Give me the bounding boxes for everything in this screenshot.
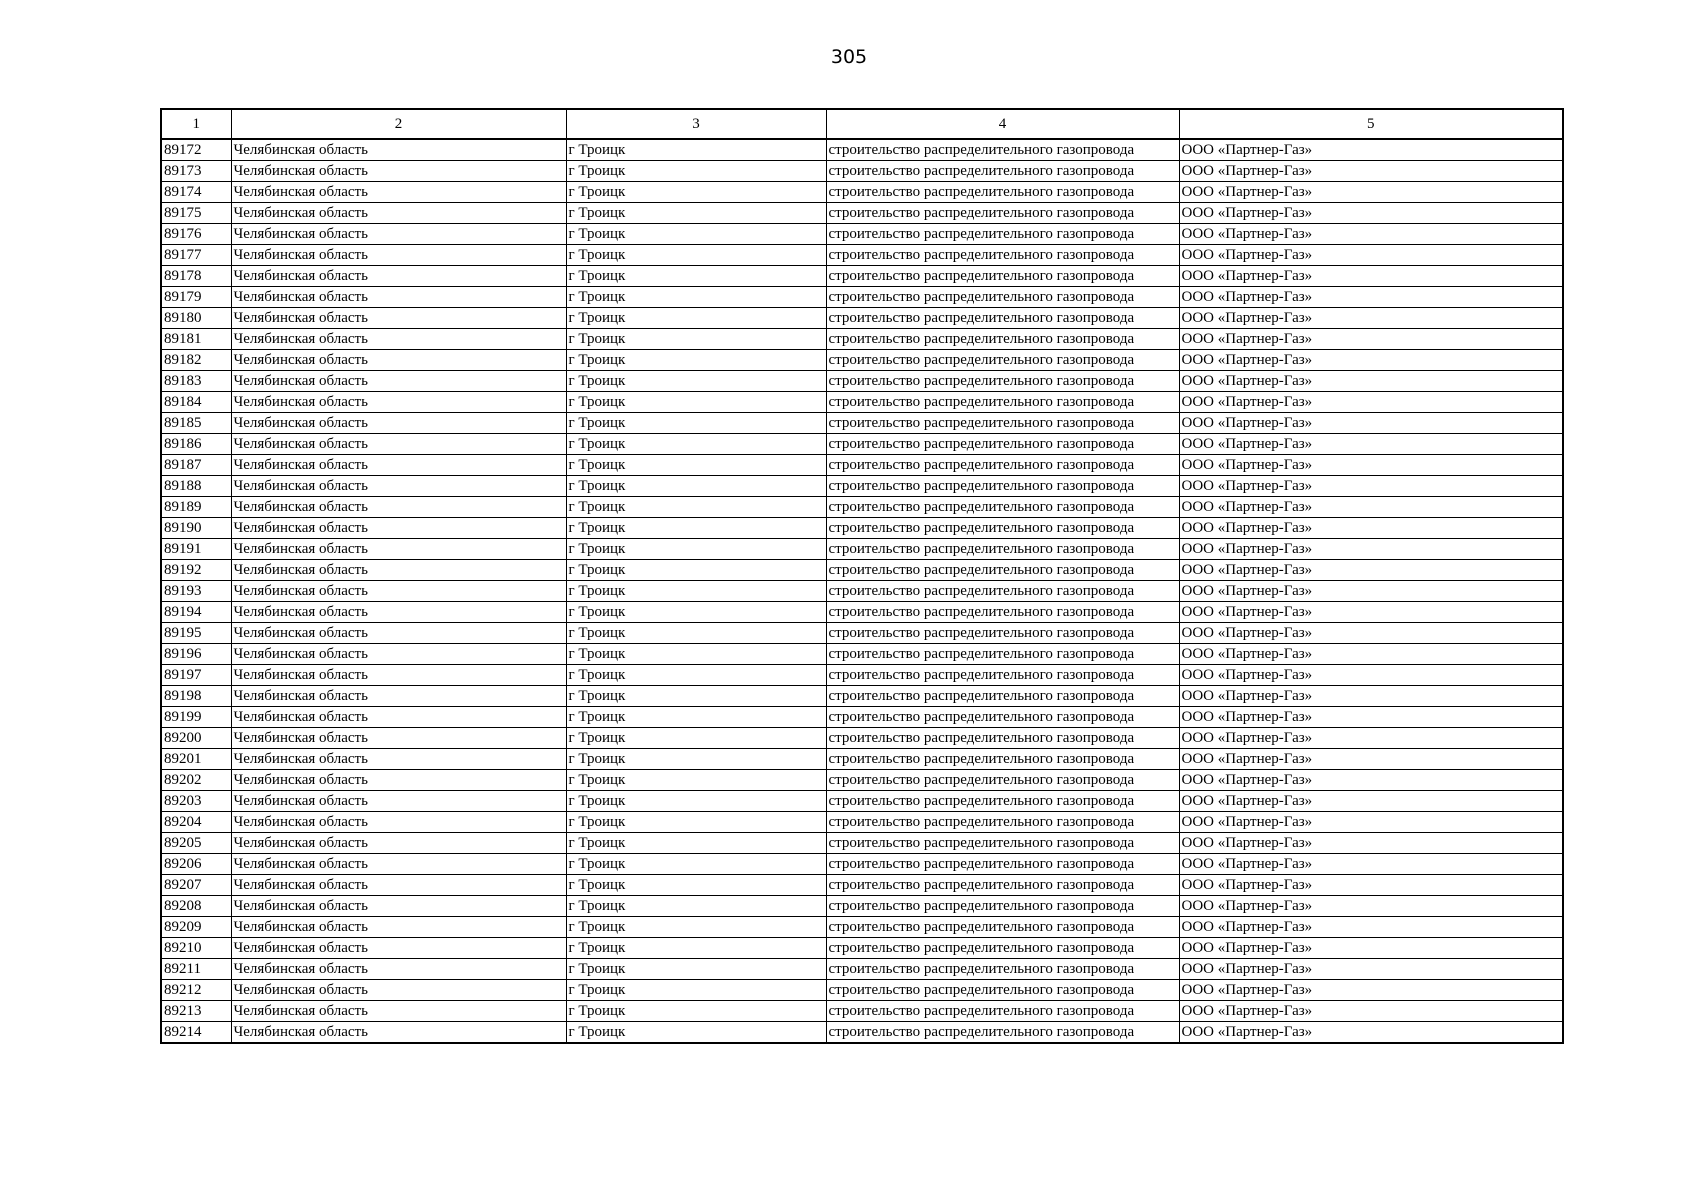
table-row — [161, 329, 1563, 350]
row-number-cell: 89193 — [161, 581, 231, 602]
region-cell: Челябинская область — [231, 392, 566, 413]
purpose-cell: строительство распределительного газопровода — [826, 686, 1179, 707]
locality-cell: г Троицк — [566, 875, 826, 896]
row-number-cell: 89190 — [161, 518, 231, 539]
table-row — [161, 266, 1563, 287]
table-row — [161, 434, 1563, 455]
purpose-cell: строительство распределительного газопровода — [826, 539, 1179, 560]
row-number-cell: 89188 — [161, 476, 231, 497]
region-cell: Челябинская область — [231, 875, 566, 896]
organization-cell: ООО «Партнер-Газ» — [1179, 896, 1563, 917]
region-cell: Челябинская область — [231, 245, 566, 266]
region-cell: Челябинская область — [231, 917, 566, 938]
purpose-cell: строительство распределительного газопровода — [826, 350, 1179, 371]
locality-cell: г Троицк — [566, 224, 826, 245]
locality-cell: г Троицк — [566, 371, 826, 392]
row-number-cell: 89177 — [161, 245, 231, 266]
region-cell: Челябинская область — [231, 203, 566, 224]
organization-cell: ООО «Партнер-Газ» — [1179, 413, 1563, 434]
table-row — [161, 686, 1563, 707]
purpose-cell: строительство распределительного газопровода — [826, 770, 1179, 791]
purpose-cell: строительство распределительного газопровода — [826, 245, 1179, 266]
locality-cell: г Троицк — [566, 518, 826, 539]
region-cell: Челябинская область — [231, 350, 566, 371]
purpose-cell: строительство распределительного газопровода — [826, 1022, 1179, 1044]
organization-cell: ООО «Партнер-Газ» — [1179, 139, 1563, 161]
region-cell: Челябинская область — [231, 644, 566, 665]
purpose-cell: строительство распределительного газопровода — [826, 476, 1179, 497]
region-cell: Челябинская область — [231, 434, 566, 455]
organization-cell: ООО «Партнер-Газ» — [1179, 455, 1563, 476]
row-number-cell: 89178 — [161, 266, 231, 287]
region-cell: Челябинская область — [231, 980, 566, 1001]
locality-cell: г Троицк — [566, 854, 826, 875]
row-number-cell: 89194 — [161, 602, 231, 623]
locality-cell: г Троицк — [566, 896, 826, 917]
table-row — [161, 371, 1563, 392]
purpose-cell: строительство распределительного газопровода — [826, 224, 1179, 245]
purpose-cell: строительство распределительного газопровода — [826, 833, 1179, 854]
region-cell: Челябинская область — [231, 581, 566, 602]
table-row — [161, 455, 1563, 476]
row-number-cell: 89212 — [161, 980, 231, 1001]
region-cell: Челябинская область — [231, 560, 566, 581]
locality-cell: г Троицк — [566, 182, 826, 203]
purpose-cell: строительство распределительного газопровода — [826, 203, 1179, 224]
purpose-cell: строительство распределительного газопровода — [826, 161, 1179, 182]
organization-cell: ООО «Партнер-Газ» — [1179, 770, 1563, 791]
table-row — [161, 161, 1563, 182]
row-number-cell: 89173 — [161, 161, 231, 182]
table-row — [161, 203, 1563, 224]
row-number-cell: 89211 — [161, 959, 231, 980]
organization-cell: ООО «Партнер-Газ» — [1179, 518, 1563, 539]
table-row — [161, 518, 1563, 539]
locality-cell: г Троицк — [566, 917, 826, 938]
organization-cell: ООО «Партнер-Газ» — [1179, 203, 1563, 224]
region-cell: Челябинская область — [231, 707, 566, 728]
table-row — [161, 182, 1563, 203]
locality-cell: г Троицк — [566, 707, 826, 728]
purpose-cell: строительство распределительного газопровода — [826, 602, 1179, 623]
row-number-cell: 89213 — [161, 1001, 231, 1022]
organization-cell: ООО «Партнер-Газ» — [1179, 476, 1563, 497]
purpose-cell: строительство распределительного газопровода — [826, 518, 1179, 539]
locality-cell: г Троицк — [566, 686, 826, 707]
organization-cell: ООО «Партнер-Газ» — [1179, 329, 1563, 350]
organization-cell: ООО «Партнер-Газ» — [1179, 224, 1563, 245]
organization-cell: ООО «Партнер-Газ» — [1179, 917, 1563, 938]
purpose-cell: строительство распределительного газопровода — [826, 392, 1179, 413]
row-number-cell: 89203 — [161, 791, 231, 812]
organization-cell: ООО «Партнер-Газ» — [1179, 1022, 1563, 1044]
region-cell: Челябинская область — [231, 665, 566, 686]
purpose-cell: строительство распределительного газопровода — [826, 581, 1179, 602]
row-number-cell: 89202 — [161, 770, 231, 791]
purpose-cell: строительство распределительного газопровода — [826, 728, 1179, 749]
locality-cell: г Троицк — [566, 833, 826, 854]
purpose-cell: строительство распределительного газопровода — [826, 749, 1179, 770]
purpose-cell: строительство распределительного газопровода — [826, 413, 1179, 434]
purpose-cell: строительство распределительного газопровода — [826, 1001, 1179, 1022]
purpose-cell: строительство распределительного газопровода — [826, 329, 1179, 350]
organization-cell: ООО «Партнер-Газ» — [1179, 728, 1563, 749]
row-number-cell: 89191 — [161, 539, 231, 560]
row-number-cell: 89187 — [161, 455, 231, 476]
region-cell: Челябинская область — [231, 224, 566, 245]
locality-cell: г Троицк — [566, 539, 826, 560]
purpose-cell: строительство распределительного газопровода — [826, 917, 1179, 938]
region-cell: Челябинская область — [231, 854, 566, 875]
region-cell: Челябинская область — [231, 812, 566, 833]
locality-cell: г Троицк — [566, 791, 826, 812]
region-cell: Челябинская область — [231, 938, 566, 959]
organization-cell: ООО «Партнер-Газ» — [1179, 182, 1563, 203]
row-number-cell: 89195 — [161, 623, 231, 644]
organization-cell: ООО «Партнер-Газ» — [1179, 161, 1563, 182]
locality-cell: г Троицк — [566, 623, 826, 644]
region-cell: Челябинская область — [231, 539, 566, 560]
purpose-cell: строительство распределительного газопровода — [826, 308, 1179, 329]
organization-cell: ООО «Партнер-Газ» — [1179, 602, 1563, 623]
organization-cell: ООО «Партнер-Газ» — [1179, 854, 1563, 875]
locality-cell: г Троицк — [566, 392, 826, 413]
organization-cell: ООО «Партнер-Газ» — [1179, 623, 1563, 644]
locality-cell: г Троицк — [566, 455, 826, 476]
locality-cell: г Троицк — [566, 266, 826, 287]
organization-cell: ООО «Партнер-Газ» — [1179, 707, 1563, 728]
row-number-cell: 89174 — [161, 182, 231, 203]
row-number-cell: 89182 — [161, 350, 231, 371]
row-number-cell: 89210 — [161, 938, 231, 959]
table-row — [161, 308, 1563, 329]
organization-cell: ООО «Партнер-Газ» — [1179, 644, 1563, 665]
row-number-cell: 89214 — [161, 1022, 231, 1044]
purpose-cell: строительство распределительного газопровода — [826, 665, 1179, 686]
purpose-cell: строительство распределительного газопровода — [826, 182, 1179, 203]
purpose-cell: строительство распределительного газопровода — [826, 644, 1179, 665]
region-cell: Челябинская область — [231, 959, 566, 980]
table-row — [161, 833, 1563, 854]
row-number-cell: 89172 — [161, 139, 231, 161]
region-cell: Челябинская область — [231, 476, 566, 497]
column-header-2: 2 — [231, 109, 566, 139]
region-cell: Челябинская область — [231, 161, 566, 182]
locality-cell: г Троицк — [566, 560, 826, 581]
row-number-cell: 89207 — [161, 875, 231, 896]
organization-cell: ООО «Партнер-Газ» — [1179, 959, 1563, 980]
table-row — [161, 1001, 1563, 1022]
locality-cell: г Троицк — [566, 581, 826, 602]
locality-cell: г Троицк — [566, 644, 826, 665]
header-row — [161, 109, 1563, 139]
register-table — [160, 108, 1564, 1044]
column-header-1: 1 — [161, 109, 231, 139]
region-cell: Челябинская область — [231, 329, 566, 350]
region-cell: Челябинская область — [231, 896, 566, 917]
table-row — [161, 350, 1563, 371]
organization-cell: ООО «Партнер-Газ» — [1179, 560, 1563, 581]
column-header-3: 3 — [566, 109, 826, 139]
locality-cell: г Троицк — [566, 245, 826, 266]
region-cell: Челябинская область — [231, 1001, 566, 1022]
purpose-cell: строительство распределительного газопровода — [826, 959, 1179, 980]
table-row — [161, 665, 1563, 686]
table-row — [161, 139, 1563, 161]
locality-cell: г Троицк — [566, 308, 826, 329]
organization-cell: ООО «Партнер-Газ» — [1179, 938, 1563, 959]
locality-cell: г Троицк — [566, 329, 826, 350]
purpose-cell: строительство распределительного газопровода — [826, 812, 1179, 833]
purpose-cell: строительство распределительного газопровода — [826, 791, 1179, 812]
table-row — [161, 1022, 1563, 1044]
locality-cell: г Троицк — [566, 1022, 826, 1044]
purpose-cell: строительство распределительного газопровода — [826, 139, 1179, 161]
region-cell: Челябинская область — [231, 686, 566, 707]
locality-cell: г Троицк — [566, 203, 826, 224]
region-cell: Челябинская область — [231, 287, 566, 308]
table-row — [161, 938, 1563, 959]
table-row — [161, 539, 1563, 560]
organization-cell: ООО «Партнер-Газ» — [1179, 980, 1563, 1001]
organization-cell: ООО «Партнер-Газ» — [1179, 266, 1563, 287]
row-number-cell: 89180 — [161, 308, 231, 329]
organization-cell: ООО «Партнер-Газ» — [1179, 308, 1563, 329]
table-row — [161, 728, 1563, 749]
table-row — [161, 812, 1563, 833]
column-header-5: 5 — [1179, 109, 1563, 139]
row-number-cell: 89199 — [161, 707, 231, 728]
organization-cell: ООО «Партнер-Газ» — [1179, 686, 1563, 707]
locality-cell: г Троицк — [566, 959, 826, 980]
organization-cell: ООО «Партнер-Газ» — [1179, 875, 1563, 896]
table-row — [161, 896, 1563, 917]
row-number-cell: 89196 — [161, 644, 231, 665]
locality-cell: г Троицк — [566, 938, 826, 959]
organization-cell: ООО «Партнер-Газ» — [1179, 791, 1563, 812]
locality-cell: г Троицк — [566, 602, 826, 623]
organization-cell: ООО «Партнер-Газ» — [1179, 371, 1563, 392]
region-cell: Челябинская область — [231, 833, 566, 854]
row-number-cell: 89184 — [161, 392, 231, 413]
row-number-cell: 89186 — [161, 434, 231, 455]
locality-cell: г Троицк — [566, 413, 826, 434]
table-row — [161, 980, 1563, 1001]
row-number-cell: 89192 — [161, 560, 231, 581]
purpose-cell: строительство распределительного газопровода — [826, 707, 1179, 728]
purpose-cell: строительство распределительного газопровода — [826, 854, 1179, 875]
organization-cell: ООО «Партнер-Газ» — [1179, 749, 1563, 770]
organization-cell: ООО «Партнер-Газ» — [1179, 1001, 1563, 1022]
purpose-cell: строительство распределительного газопровода — [826, 896, 1179, 917]
region-cell: Челябинская область — [231, 728, 566, 749]
purpose-cell: строительство распределительного газопровода — [826, 938, 1179, 959]
row-number-cell: 89175 — [161, 203, 231, 224]
table-row — [161, 791, 1563, 812]
region-cell: Челябинская область — [231, 770, 566, 791]
purpose-cell: строительство распределительного газопровода — [826, 980, 1179, 1001]
table-header — [161, 109, 1563, 139]
locality-cell: г Троицк — [566, 434, 826, 455]
purpose-cell: строительство распределительного газопровода — [826, 371, 1179, 392]
table-row — [161, 623, 1563, 644]
organization-cell: ООО «Партнер-Газ» — [1179, 245, 1563, 266]
organization-cell: ООО «Партнер-Газ» — [1179, 665, 1563, 686]
row-number-cell: 89189 — [161, 497, 231, 518]
region-cell: Челябинская область — [231, 497, 566, 518]
locality-cell: г Троицк — [566, 350, 826, 371]
purpose-cell: строительство распределительного газопровода — [826, 497, 1179, 518]
table-row — [161, 287, 1563, 308]
region-cell: Челябинская область — [231, 413, 566, 434]
locality-cell: г Троицк — [566, 980, 826, 1001]
purpose-cell: строительство распределительного газопровода — [826, 623, 1179, 644]
row-number-cell: 89185 — [161, 413, 231, 434]
purpose-cell: строительство распределительного газопровода — [826, 266, 1179, 287]
region-cell: Челябинская область — [231, 266, 566, 287]
organization-cell: ООО «Партнер-Газ» — [1179, 539, 1563, 560]
table-row — [161, 245, 1563, 266]
table-row — [161, 749, 1563, 770]
table-row — [161, 707, 1563, 728]
region-cell: Челябинская область — [231, 602, 566, 623]
table-row — [161, 224, 1563, 245]
table-row — [161, 581, 1563, 602]
region-cell: Челябинская область — [231, 371, 566, 392]
row-number-cell: 89209 — [161, 917, 231, 938]
organization-cell: ООО «Партнер-Газ» — [1179, 812, 1563, 833]
table-row — [161, 917, 1563, 938]
locality-cell: г Троицк — [566, 497, 826, 518]
organization-cell: ООО «Партнер-Газ» — [1179, 581, 1563, 602]
region-cell: Челябинская область — [231, 791, 566, 812]
locality-cell: г Троицк — [566, 1001, 826, 1022]
region-cell: Челябинская область — [231, 139, 566, 161]
locality-cell: г Троицк — [566, 139, 826, 161]
purpose-cell: строительство распределительного газопровода — [826, 875, 1179, 896]
table-row — [161, 413, 1563, 434]
region-cell: Челябинская область — [231, 455, 566, 476]
organization-cell: ООО «Партнер-Газ» — [1179, 434, 1563, 455]
row-number-cell: 89206 — [161, 854, 231, 875]
table-row — [161, 770, 1563, 791]
region-cell: Челябинская область — [231, 1022, 566, 1044]
table-row — [161, 854, 1563, 875]
table-body — [161, 139, 1563, 1043]
locality-cell: г Троицк — [566, 476, 826, 497]
row-number-cell: 89176 — [161, 224, 231, 245]
locality-cell: г Троицк — [566, 665, 826, 686]
table-row — [161, 959, 1563, 980]
locality-cell: г Троицк — [566, 161, 826, 182]
row-number-cell: 89179 — [161, 287, 231, 308]
region-cell: Челябинская область — [231, 182, 566, 203]
table-row — [161, 560, 1563, 581]
row-number-cell: 89181 — [161, 329, 231, 350]
locality-cell: г Троицк — [566, 287, 826, 308]
locality-cell: г Троицк — [566, 812, 826, 833]
table-row — [161, 497, 1563, 518]
table-row — [161, 392, 1563, 413]
organization-cell: ООО «Партнер-Газ» — [1179, 287, 1563, 308]
page-number: 305 — [830, 46, 868, 68]
region-cell: Челябинская область — [231, 749, 566, 770]
row-number-cell: 89208 — [161, 896, 231, 917]
organization-cell: ООО «Партнер-Газ» — [1179, 392, 1563, 413]
region-cell: Челябинская область — [231, 623, 566, 644]
row-number-cell: 89201 — [161, 749, 231, 770]
row-number-cell: 89205 — [161, 833, 231, 854]
organization-cell: ООО «Партнер-Газ» — [1179, 833, 1563, 854]
row-number-cell: 89197 — [161, 665, 231, 686]
row-number-cell: 89183 — [161, 371, 231, 392]
organization-cell: ООО «Партнер-Газ» — [1179, 350, 1563, 371]
region-cell: Челябинская область — [231, 518, 566, 539]
purpose-cell: строительство распределительного газопровода — [826, 434, 1179, 455]
table-row — [161, 476, 1563, 497]
purpose-cell: строительство распределительного газопровода — [826, 455, 1179, 476]
row-number-cell: 89198 — [161, 686, 231, 707]
table-row — [161, 875, 1563, 896]
table-row — [161, 602, 1563, 623]
purpose-cell: строительство распределительного газопровода — [826, 287, 1179, 308]
region-cell: Челябинская область — [231, 308, 566, 329]
locality-cell: г Троицк — [566, 770, 826, 791]
column-header-4: 4 — [826, 109, 1179, 139]
row-number-cell: 89204 — [161, 812, 231, 833]
table-row — [161, 644, 1563, 665]
row-number-cell: 89200 — [161, 728, 231, 749]
locality-cell: г Троицк — [566, 749, 826, 770]
purpose-cell: строительство распределительного газопровода — [826, 560, 1179, 581]
locality-cell: г Троицк — [566, 728, 826, 749]
organization-cell: ООО «Партнер-Газ» — [1179, 497, 1563, 518]
